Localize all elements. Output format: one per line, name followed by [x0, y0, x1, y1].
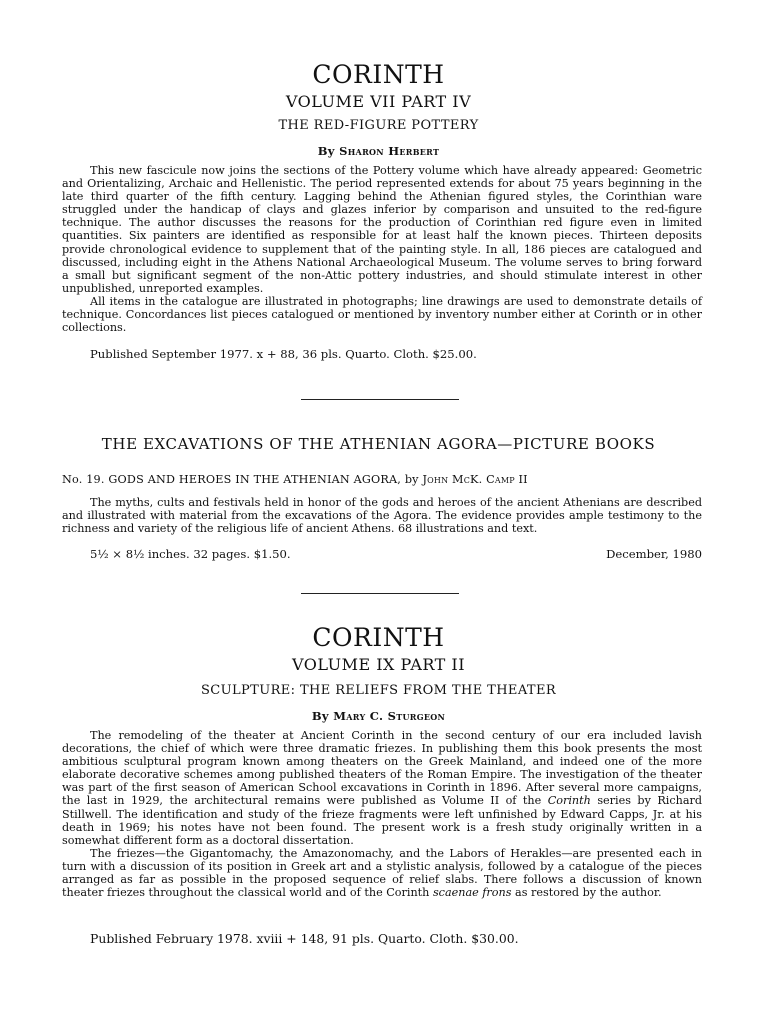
section2-by: by: [404, 473, 419, 486]
section1-body: [62, 164, 702, 334]
section3-paragraph1: [62, 729, 702, 847]
section1-title: CORINTH: [312, 60, 445, 89]
section2-series-title: THE EXCAVATIONS OF THE ATHENIAN AGORA—PICTURE BOOKS: [101, 435, 656, 453]
section3-p1-text-b: series by Richard Stillwell. The identification and study of the frieze fragments were left unfinished by Edward Capps, Jr. at his death in 1969; his notes have not been found. The present work is a fresh study originally written in a somewhat different form as a doctoral dissertation.: [62, 794, 703, 847]
section1-paragraph2: All items in the catalogue are illustrated in photographs; line drawings are used to demonstrate details of technique. Concordances list pieces catalogued or mentioned by inventory number either at Corinth or in other collections.: [62, 294, 702, 335]
section3-paragraph2: [62, 847, 702, 899]
section2-book-title: GODS AND HEROES IN THE ATHENIAN AGORA,: [108, 473, 402, 486]
divider-rule: [301, 593, 459, 594]
section3-p2-text-a: The friezes—the Gigantomachy, the Amazonomachy, and the Labors of Herakles—are presented each in turn with a discussion of its position in Greek art and a stylistic analysis, followed by a catalogue of the pieces arranged as far as possible in the proposed sequence of relief slabs. There follows a discussion of known theater friezes throughout the classical world and of the Corinth: [62, 846, 702, 900]
section1-paragraph1: This new fascicule now joins the sections of the Pottery volume which have already appeared: Geometric and Orientalizing, Archaic and Hellenistic. The period represented extends for about 75 years beginning in the late third quarter of the fifth century. Lagging behind the Athenian figured styles, the Corinthian ware struggled under the handicap of clays and glazes inferior by comparison and unsuited to the red-figure technique. The author discusses the reasons for the production of Corinthian red figure even in limited quantities. Six painters are identified as responsible for at least half the known pieces. Thirteen deposits provide chronological evidence to supplement that of the painting style. In all, 186 pieces are catalogued and discussed, including eight in the Athens National Archaeological Museum. The volume serves to bring forward a small but significant segment of the non-Attic pottery industries, and should stimulate interest in other unpublished, unreported examples.: [62, 164, 702, 295]
section1-published: Published September 1977. x + 88, 36 pls. Quarto. Cloth. $25.00.: [90, 347, 477, 361]
section3-published: Published February 1978. xviii + 148, 91 pls. Quarto. Cloth. $30.00.: [90, 931, 519, 946]
section3-p2-text-b: as restored by the author.: [515, 886, 662, 900]
section3-body: [62, 729, 702, 899]
section3-p1-italic: Corinth: [547, 794, 591, 808]
section2-specs: 5½ × 8½ inches. 32 pages. $1.50.: [90, 547, 291, 561]
section3-p2-italic: scaenae frons: [432, 886, 512, 900]
section1-by: By: [317, 144, 335, 158]
section2-entry: [62, 473, 528, 486]
section2-author: John McK. Camp II: [422, 473, 528, 486]
section2-specs-row: [90, 547, 702, 561]
section2-date: December, 1980: [606, 547, 702, 561]
section3-volume: VOLUME IX PART II: [291, 655, 466, 674]
section3-byline: [0, 709, 757, 723]
section3-p1-text-a: The remodeling of the theater at Ancient Corinth in the second century of our era included lavish decorations, the chief of which were three dramatic friezes. In publishing them this book presents the most ambitious sculptural program known among theaters on the Greek Mainland, and indeed one of the more elaborate decorative schemes among published theaters of the Roman Empire. The investigation of the theater was part of the first season of American School excavations in Corinth in 1896. After several more campaigns, the last in 1929, the architectural remains were published as Volume II of the: [62, 729, 702, 808]
section1-byline: [0, 144, 757, 158]
section2-number: No. 19.: [62, 473, 105, 486]
section1-volume: VOLUME VII PART IV: [285, 92, 472, 111]
section2-description: The myths, cults and festivals held in honor of the gods and heroes of the ancient Athenians are described and illustrated with material from the excavations of the Agora. The evidence provides ample testimony to the richness and variety of the religious life of ancient Athens. 68 illustrations and text.: [62, 496, 702, 536]
section1-author: Sharon Herbert: [339, 144, 440, 158]
section3-title: CORINTH: [312, 623, 445, 652]
section1-subtitle: THE RED-FIGURE POTTERY: [278, 118, 479, 133]
divider-rule: [301, 399, 459, 400]
section2-body: [62, 496, 702, 535]
section3-by: By: [311, 709, 329, 723]
section3-subtitle: SCULPTURE: THE RELIEFS FROM THE THEATER: [200, 683, 557, 698]
section3-author: Mary C. Sturgeon: [333, 709, 446, 723]
